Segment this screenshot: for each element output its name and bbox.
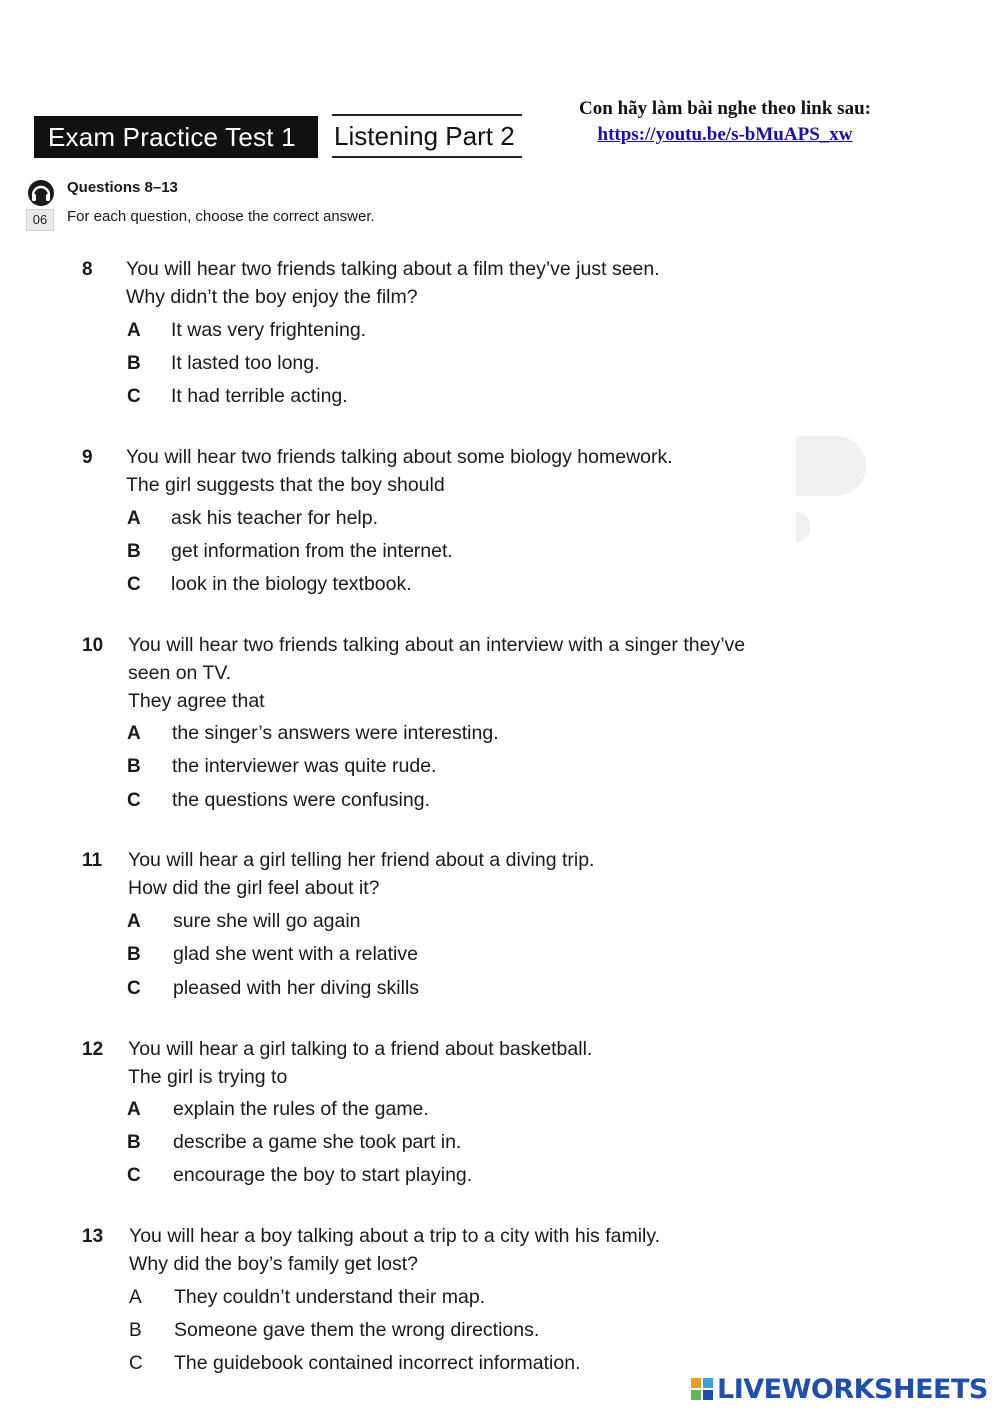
instructions: For each question, choose the correct answer. <box>67 208 375 225</box>
option-letter: C <box>127 574 141 595</box>
option-text[interactable]: look in the biology textbook. <box>171 573 412 595</box>
question-text: You will hear two friends talking about an interview with a singer they’ve <box>128 634 746 656</box>
link-note <box>555 96 895 148</box>
option-letter: C <box>129 1353 143 1374</box>
option-letter: A <box>127 723 141 744</box>
option-text[interactable]: get information from the internet. <box>171 540 453 562</box>
option-text[interactable]: They couldn’t understand their map. <box>174 1286 486 1308</box>
option-letter: C <box>127 790 141 811</box>
option-letter: B <box>127 541 141 562</box>
question-text: You will hear two friends talking about a film they’ve just seen. <box>126 258 660 280</box>
option-letter: B <box>127 353 141 374</box>
option-letter: C <box>127 978 141 999</box>
option-text[interactable]: the interviewer was quite rude. <box>172 755 437 777</box>
option-text[interactable]: explain the rules of the game. <box>173 1098 429 1120</box>
question-number: 9 <box>82 447 93 468</box>
question-prompt: The girl suggests that the boy should <box>126 474 445 496</box>
option-text[interactable]: describe a game she took part in. <box>173 1131 462 1153</box>
option-letter: B <box>129 1320 142 1341</box>
question-text: You will hear two friends talking about some biology homework. <box>126 446 673 468</box>
option-text[interactable]: It lasted too long. <box>171 352 320 374</box>
question-text: You will hear a boy talking about a trip to a city with his family. <box>129 1225 661 1247</box>
option-letter: A <box>127 320 141 341</box>
liveworksheets-grid-icon <box>690 1377 714 1401</box>
question-prompt: The girl is trying to <box>128 1066 288 1088</box>
option-text[interactable]: It had terrible acting. <box>171 385 348 407</box>
link-note-text: Con hãy làm bài nghe theo link sau: <box>579 98 871 119</box>
option-text[interactable]: glad she went with a relative <box>173 943 418 965</box>
audio-link[interactable]: https://youtu.be/s-bMuAPS_xw <box>597 124 853 145</box>
option-letter: B <box>127 1132 141 1153</box>
option-letter: B <box>127 944 141 965</box>
option-letter: C <box>127 1165 141 1186</box>
scan-smudge <box>796 512 810 542</box>
option-text[interactable]: encourage the boy to start playing. <box>173 1164 473 1186</box>
option-letter: A <box>129 1287 142 1308</box>
question-number: 8 <box>82 259 93 280</box>
option-letter: A <box>127 911 141 932</box>
scan-smudge <box>796 436 866 496</box>
option-text[interactable]: The guidebook contained incorrect information. <box>174 1352 581 1374</box>
question-number: 11 <box>82 850 103 871</box>
question-number: 13 <box>82 1226 104 1247</box>
option-text[interactable]: ask his teacher for help. <box>171 507 379 529</box>
liveworksheets-wordmark: LIVEWORKSHEETS <box>717 1373 988 1405</box>
option-text[interactable]: Someone gave them the wrong directions. <box>174 1319 540 1341</box>
question-prompt: Why didn’t the boy enjoy the film? <box>126 286 418 308</box>
section-subtitle: Listening Part 2 <box>332 114 522 158</box>
option-letter: C <box>127 386 141 407</box>
option-letter: A <box>127 508 141 529</box>
option-text[interactable]: It was very frightening. <box>171 319 367 341</box>
option-text[interactable]: the singer’s answers were interesting. <box>172 722 499 744</box>
question-text: You will hear a girl telling her friend about a diving trip. <box>128 849 595 871</box>
option-text[interactable]: pleased with her diving skills <box>173 977 420 999</box>
option-letter: B <box>127 756 141 777</box>
question-text: You will hear a girl talking to a friend about basketball. <box>128 1038 593 1060</box>
liveworksheets-logo <box>690 1372 988 1406</box>
audio-track-number: 06 <box>26 209 54 231</box>
question-text: seen on TV. <box>128 662 232 684</box>
option-text[interactable]: sure she will go again <box>173 910 361 932</box>
option-letter: A <box>127 1099 141 1120</box>
question-number: 12 <box>82 1039 104 1060</box>
question-number: 10 <box>82 635 104 656</box>
question-prompt: They agree that <box>128 690 265 712</box>
page-title: Exam Practice Test 1 <box>34 116 318 158</box>
option-text[interactable]: the questions were confusing. <box>172 789 430 811</box>
question-range: Questions 8–13 <box>67 179 178 196</box>
question-prompt: How did the girl feel about it? <box>128 877 380 899</box>
question-prompt: Why did the boy’s family get lost? <box>129 1253 419 1275</box>
